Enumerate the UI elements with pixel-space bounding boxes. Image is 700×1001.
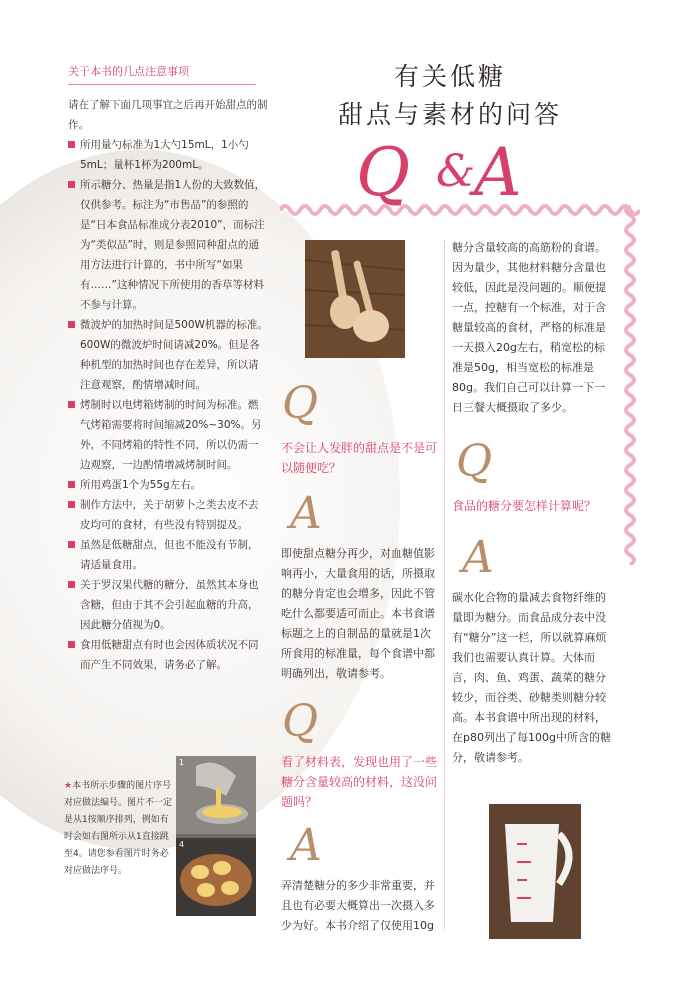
title-line-1: 有关低糖: [393, 62, 506, 91]
wooden-spoons-photo: [305, 240, 405, 358]
question-2-letter: Q: [282, 696, 319, 747]
step-number-4: 4: [179, 840, 185, 849]
question-1-letter: Q: [282, 378, 319, 429]
note-item: 所用鸡蛋1个为55g左右。: [68, 475, 268, 495]
star-icon: ★: [64, 781, 73, 791]
answer-2-continuation-text: 糖分含量较高的高筋粉的食谱。因为量少，其他材料糖分含量也较低，因此是没问题的。顺便提一点，控糖有一个标准，对于含糖量较高的食材，严格的标准是一天摄入20g左右，稍宽松的标准是50g，相当宽松的标准是80g。我们自己可以计算一下一日三餐大概摄取了多少。: [452, 241, 606, 414]
logo-a: A: [474, 134, 522, 211]
question-2: 看了材料表，发现也用了一些糖分含量较高的材料，这没问题吗？: [281, 755, 438, 809]
logo-amp: &: [436, 146, 476, 197]
note-item: 所示糖分、热量是指1人份的大致数值，仅供参考。标注为“市售品”的参照的是“日本食品标准成分表2010”，而标注为“类似品”时，则是参照同种甜点的通用方法进行计算的，书中所写“如果有……”这种情况下所使用的香草等材料不参与计算。: [68, 175, 268, 315]
answer-2-letter: A: [290, 820, 322, 871]
answer-3-text: 碳水化合物的量减去食物纤维的量即为糖分。而食品成分表中没有“糖分”这一栏，所以就算麻烦我们也需要认真计算。大体而言，肉、鱼、鸡蛋、蔬菜的糖分较少，而谷类、砂糖类则糖分较高。本书食谱中所出现的材料，在p80列出了每100g中所含的糖分，敬请参考。: [452, 591, 611, 764]
page-title: [330, 58, 570, 134]
answer-1-text: 即使甜点糖分再少，对血糖值影响再小，大量食用的话，所摄取的糖分肯定也会增多，因此不管吃什么都要适可而止。本书食谱标题之上的自制品的量就是1次所食用的标准量，每个食谱中都明确列出，敬请参考。: [281, 547, 435, 680]
qa-logo: [356, 134, 556, 211]
notes-heading: 关于本书的几点注意事项: [68, 62, 256, 85]
step-number-1: 1: [179, 758, 185, 767]
note-item: 所用量勺标准为1大勺15mL，1小勺5mL；量杯1杯为200mL。: [68, 135, 268, 175]
note-item: 虽然是低糖甜点，但也不能没有节制，请适量食用。: [68, 535, 268, 575]
note-item: 烤制时以电烤箱烤制的时间为标准。燃气烤箱需要将时间缩减20%~30%。另外，不同烤箱的特性不同，所以仍需一边观察，一边酌情增减烤制时间。: [68, 395, 268, 475]
measuring-cup-photo: [489, 804, 581, 939]
question-3: 食品的糖分要怎样计算呢？: [452, 499, 597, 513]
step-photo-note: [64, 778, 172, 880]
answer-2-text: 弄清楚糖分的多少非常重要，并且也有必要大概算出一次摄入多少为好。本书介绍了仅使用10g: [281, 879, 435, 932]
note-item: 制作方法中，关于胡萝卜之类去皮不去皮均可的食材，有些没有特别提及。: [68, 495, 268, 535]
step-photo-note-text: 本书所示步骤的图片序号对应做法编号。图片不一定是从1按顺序排列，例如有时会如右图所示从1直接跳至4。请您参看图片时务必对应做法序号。: [64, 781, 173, 876]
question-1: 不会让人发胖的甜点是不是可以随便吃？: [281, 441, 438, 475]
notes-section: [68, 62, 268, 675]
notes-intro: 请在了解下面几项事宜之后再开始甜点的制作。: [68, 99, 268, 131]
answer-2: [281, 876, 441, 936]
column-divider: [444, 240, 445, 930]
note-item: 微波炉的加热时间是500W机器的标准。600W的微波炉时间请减20%。但是各种机型的加热时间也存在差异，所以请注意观察，酌情增减时间。: [68, 315, 268, 395]
step-photos: [176, 756, 256, 916]
title-line-2: 甜点与素材的问答: [337, 100, 562, 129]
note-item: 食用低糖甜点有时也会因体质状况不同而产生不同效果，请务必了解。: [68, 635, 268, 675]
answer-2-continuation: [452, 238, 612, 418]
wavy-border-top: [280, 200, 640, 220]
answer-3: [452, 588, 612, 768]
question-3-letter: Q: [456, 436, 493, 487]
answer-1: [281, 544, 441, 684]
logo-q: Q: [356, 134, 411, 211]
answer-3-letter: A: [462, 532, 494, 583]
answer-1-letter: A: [290, 488, 322, 539]
wavy-border-right: [620, 205, 640, 565]
note-item: 关于罗汉果代糖的糖分，虽然其本身也含糖，但由于其不会引起血糖的升高，因此糖分值视为0。: [68, 575, 268, 635]
